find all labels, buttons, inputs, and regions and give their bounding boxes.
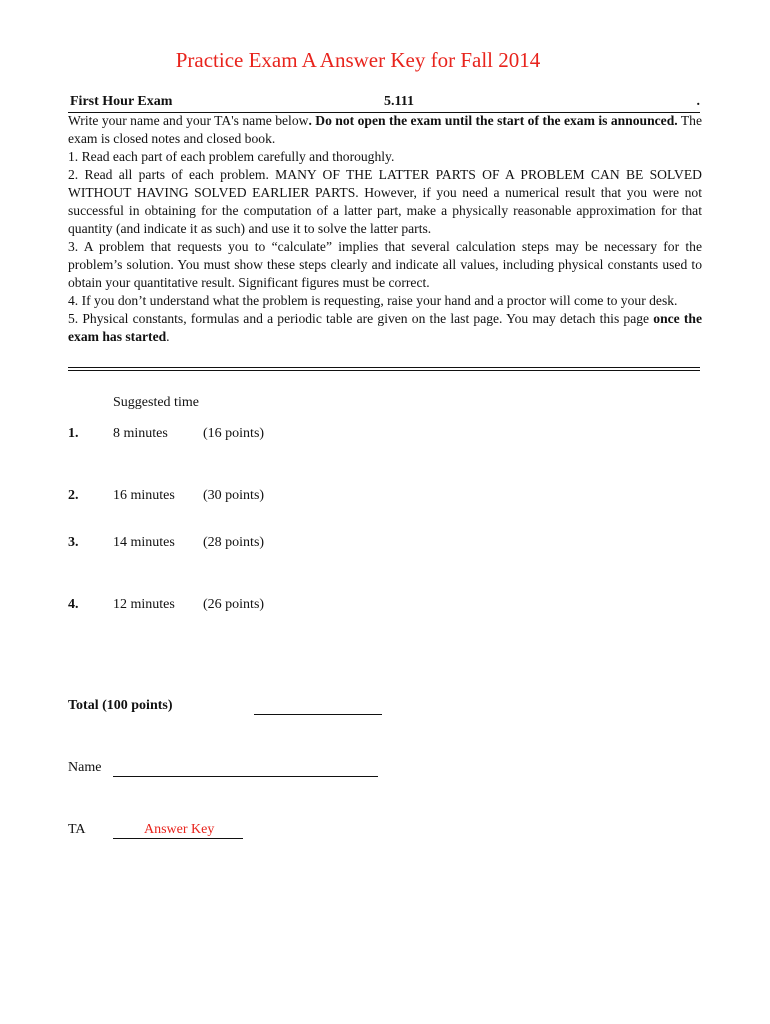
question-number: 2. (68, 488, 79, 503)
name-field[interactable] (113, 776, 378, 777)
exam-name: First Hour Exam (70, 94, 173, 109)
instructions (68, 112, 702, 346)
section-divider (68, 367, 700, 371)
page-title: Practice Exam A Answer Key for Fall 2014 (175, 48, 541, 72)
question-points: (28 points) (203, 535, 265, 550)
question-points: (26 points) (203, 597, 265, 612)
instruction-4: 4. If you don’t understand what the problem is requesting, raise your hand and a proctor will come to your desk. (68, 293, 678, 308)
instructions-intro: Write your name and your TA's name below. Do not open the exam until the start of the exam is announced. The exam is closed notes and closed book. (68, 113, 702, 146)
total-score-field[interactable] (254, 714, 382, 715)
instruction-3: 3. A problem that requests you to “calculate” implies that several calculation steps may be necessary for the problem’s solution. You must show these steps clearly and indicate all values, including physical constants used to obtain your quantitative result. Significant figures must be correct. (68, 239, 702, 290)
question-time: 14 minutes (113, 535, 175, 550)
question-points: (16 points) (203, 426, 265, 441)
exam-header (68, 94, 700, 113)
question-time: 12 minutes (113, 597, 175, 612)
instruction-2: 2. Read all parts of each problem. MANY OF THE LATTER PARTS OF A PROBLEM CAN BE SOLVED WITHOUT HAVING SOLVED EARLIER PARTS. However, if you need a numerical result that you were not successful in obtaining for the computation of a latter part, make a physically reasonable approximation for that quantity (and indicate it as such) and use it to solve the latter parts. (68, 167, 702, 236)
question-number: 1. (68, 426, 79, 441)
suggested-time-label: Suggested time (113, 395, 199, 410)
ta-label: TA (68, 822, 86, 837)
question-points: (30 points) (203, 488, 265, 503)
question-time: 8 minutes (113, 426, 168, 441)
name-label: Name (68, 760, 102, 775)
question-number: 4. (68, 597, 79, 612)
course-number: 5.111 (384, 94, 414, 109)
instruction-1: 1. Read each part of each problem carefully and thoroughly. (68, 149, 395, 164)
question-time: 16 minutes (113, 488, 175, 503)
ta-field[interactable] (113, 822, 243, 839)
header-period: . (696, 94, 700, 109)
total-label: Total (100 points) (68, 698, 173, 713)
ta-answer: Answer Key (144, 822, 215, 837)
instruction-5: 5. Physical constants, formulas and a periodic table are given on the last page. You may detach this page once the exam has started. (68, 311, 702, 344)
question-number: 3. (68, 535, 79, 550)
